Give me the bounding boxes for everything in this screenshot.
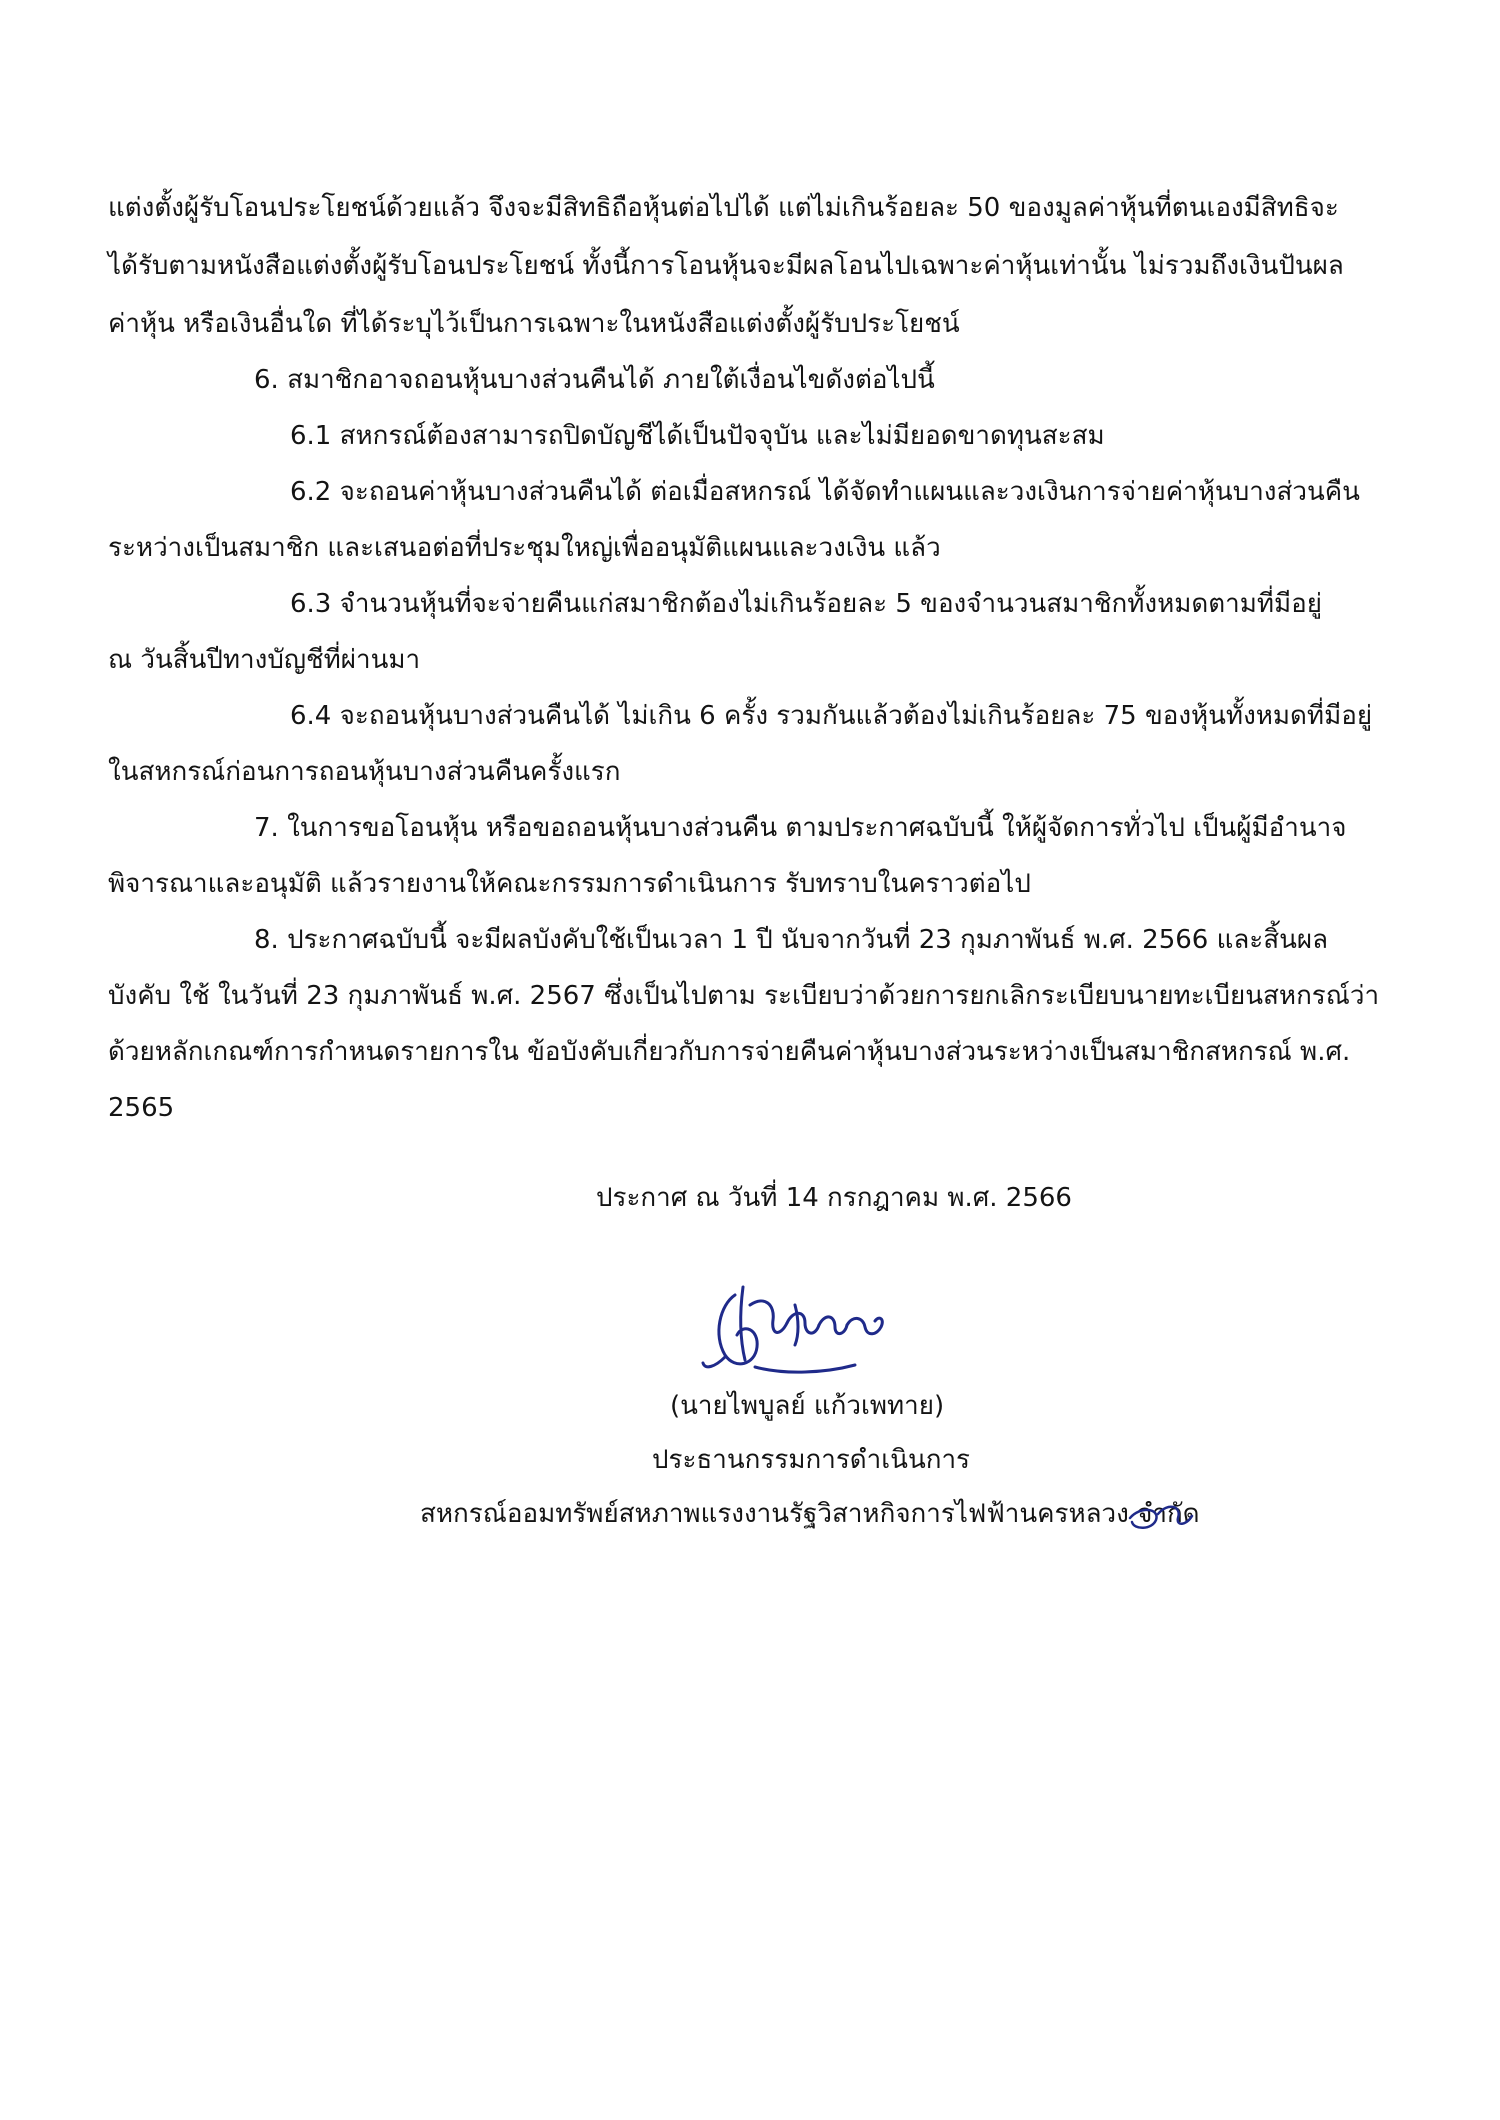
- paragraph-line: ค่าหุ้น หรือเงินอื่นใด ที่ได้ระบุไว้เป็นการเฉพาะในหนังสือแต่งตั้งผู้รับประโยชน์: [108, 309, 960, 339]
- signer-name: (นายไพบูลย์ แก้วเพทาย): [670, 1391, 945, 1421]
- item-6-1: 6.1 สหกรณ์ต้องสามารถปิดบัญชีได้เป็นปัจจุบัน และไม่มียอดขาดทุนสะสม: [290, 421, 1105, 451]
- paragraph-line: ได้รับตามหนังสือแต่งตั้งผู้รับโอนประโยชน์ ทั้งนี้การโอนหุ้นจะมีผลโอนไปเฉพาะค่าหุ้นเท่านั้น ไม่รวมถึงเงินปันผล: [108, 251, 1344, 281]
- item-7-line: พิจารณาและอนุมัติ แล้วรายงานให้คณะกรรมการดำเนินการ รับทราบในคราวต่อไป: [108, 869, 1031, 899]
- signature-image: [695, 1265, 895, 1380]
- paragraph-line: แต่งตั้งผู้รับโอนประโยชน์ด้วยแล้ว จึงจะมีสิทธิถือหุ้นต่อไปได้ แต่ไม่เกินร้อยละ 50 ของมูลค่าหุ้นที่ตนเองมีสิทธิจะ: [108, 193, 1339, 223]
- item-6-heading: 6. สมาชิกอาจถอนหุ้นบางส่วนคืนได้ ภายใต้เงื่อนไขดังต่อไปนี้: [254, 365, 935, 395]
- item-6-2-line: ระหว่างเป็นสมาชิก และเสนอต่อที่ประชุมใหญ่เพื่ออนุมัติแผนและวงเงิน แล้ว: [108, 533, 941, 563]
- organization-name: สหกรณ์ออมทรัพย์สหภาพแรงงานรัฐวิสาหกิจการไฟฟ้านครหลวง จำกัด: [420, 1499, 1200, 1529]
- item-6-2-line: 6.2 จะถอนค่าหุ้นบางส่วนคืนได้ ต่อเมื่อสหกรณ์ ได้จัดทำแผนและวงเงินการจ่ายค่าหุ้นบางส่วนคืน: [290, 477, 1360, 507]
- item-7-line: 7. ในการขอโอนหุ้น หรือขอถอนหุ้นบางส่วนคืน ตามประกาศฉบับนี้ ให้ผู้จัดการทั่วไป เป็นผู้มีอำนาจ: [254, 813, 1347, 843]
- item-8-line: บังคับ ใช้ ในวันที่ 23 กุมภาพันธ์ พ.ศ. 2567 ซึ่งเป็นไปตาม ระเบียบว่าด้วยการยกเลิกระเบียบนายทะเบียนสหกรณ์ว่า: [108, 981, 1380, 1011]
- item-8-line: 2565: [108, 1093, 175, 1123]
- announce-date: ประกาศ ณ วันที่ 14 กรกฎาคม พ.ศ. 2566: [596, 1183, 1072, 1213]
- item-8-line: ด้วยหลักเกณฑ์การกำหนดรายการใน ข้อบังคับเกี่ยวกับการจ่ายคืนค่าหุ้นบางส่วนระหว่างเป็นสมาชิกสหกรณ์ พ.ศ.: [108, 1037, 1351, 1067]
- item-8-line: 8. ประกาศฉบับนี้ จะมีผลบังคับใช้เป็นเวลา 1 ปี นับจากวันที่ 23 กุมภาพันธ์ พ.ศ. 2566 และสิ้นผล: [254, 925, 1329, 955]
- item-6-3-line: 6.3 จำนวนหุ้นที่จะจ่ายคืนแก่สมาชิกต้องไม่เกินร้อยละ 5 ของจำนวนสมาชิกทั้งหมดตามที่มีอยู่: [290, 589, 1322, 619]
- item-6-3-line: ณ วันสิ้นปีทางบัญชีที่ผ่านมา: [108, 645, 421, 675]
- item-6-4-line: 6.4 จะถอนหุ้นบางส่วนคืนได้ ไม่เกิน 6 ครั้ง รวมกันแล้วต้องไม่เกินร้อยละ 75 ของหุ้นทั้งหมดที่มีอยู่: [290, 701, 1373, 731]
- item-6-4-line: ในสหกรณ์ก่อนการถอนหุ้นบางส่วนคืนครั้งแรก: [108, 757, 621, 787]
- initial-mark-icon: [1120, 1488, 1200, 1538]
- signer-position: ประธานกรรมการดำเนินการ: [652, 1445, 971, 1475]
